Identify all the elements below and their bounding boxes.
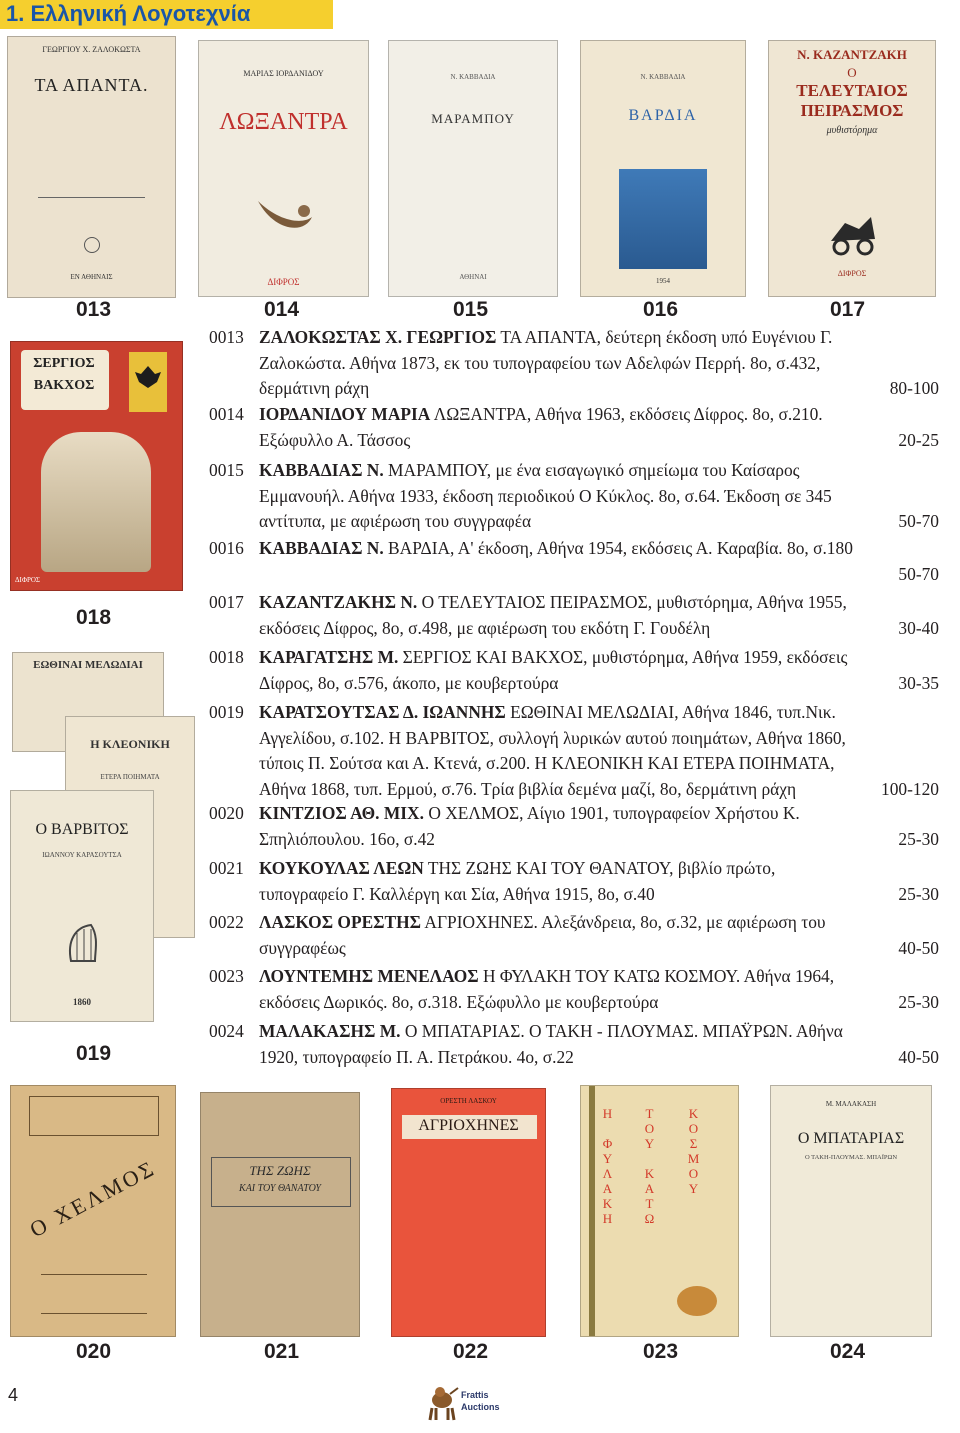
cover-018-title-2: ΒΑΚΧΟΣ — [33, 378, 95, 393]
page-number: 4 — [8, 1385, 19, 1405]
lot-author: ΚΟΥΚΟΥΛΑΣ ΛΕΩΝ — [259, 858, 424, 878]
lot-id: 0019 — [209, 702, 244, 722]
lot-text: εκδόσεις Δίφρος, 8ο, σ.498, με αφιέρωση του εκδότη Γ. Γουδέλη — [259, 617, 711, 638]
lot-line-2 — [259, 1045, 939, 1071]
lot-line-2 — [259, 827, 939, 853]
cover-013-place: ΕΝ ΑΘΗΝΑΙΣ — [70, 273, 113, 281]
lot-row — [209, 801, 939, 852]
lot-id: 0017 — [209, 592, 244, 612]
lot-line-1 — [259, 700, 939, 726]
lot-author: ΚΙΝΤΖΙΟΣ ΑΘ. ΜΙΧ. — [259, 803, 424, 823]
cover-024-author: Μ. ΜΑΛΑΚΑΣΗ — [825, 1100, 877, 1108]
lot-id: 0024 — [209, 1021, 244, 1041]
cover-018-title-1: ΣΕΡΓΙΟΣ — [33, 356, 95, 371]
lot-row — [209, 402, 939, 453]
lot-number-023: 023 — [643, 1340, 679, 1363]
cover-019-c-year: 1860 — [73, 997, 91, 1007]
lot-0018 — [209, 645, 939, 696]
cover-024 — [770, 1085, 932, 1337]
lot-line-4 — [259, 777, 939, 803]
lot-text: ΒΑΡΔΙΑ, Α' έκδοση, Αθήνα 1954, εκδόσεις Α. Καραβία. 8ο, σ.180 — [383, 538, 853, 558]
lot-text: Η ΦΥΛΑΚΗ ΤΟΥ ΚΑΤΩ ΚΟΣΜΟΥ. Αθήνα 1964, — [478, 966, 835, 986]
lot-price: 25-30 — [898, 883, 939, 904]
lot-text: ΜΑΡΑΜΠΟΥ, με ένα εισαγωγικό σημείωμα του Καίσαρος — [383, 460, 800, 480]
cover-013-emblem-icon — [84, 237, 100, 253]
lot-author: ΛΑΣΚΟΣ ΟΡΕΣΤΗΣ — [259, 912, 422, 932]
lot-text: Ο ΤΕΛΕΥΤΑΙΟΣ ΠΕΙΡΑΣΜΟΣ, μυθιστόρημα, Αθήνα 1955, — [417, 592, 847, 612]
cover-015-title: ΜΑΡΑΜΠΟΥ — [431, 111, 515, 126]
lot-text: ΤΑ ΑΠΑΝΤΑ, δεύτερη έκδοση υπό Ευγένιου Γ. — [496, 327, 833, 347]
cover-017-subtitle: μυθιστόρημα — [826, 125, 878, 136]
cover-016-title: ΒΑΡΔΙΑ — [628, 107, 698, 124]
cover-023-col-3: ΚΟΣΜΟΥ — [686, 1106, 701, 1196]
lot-line-3 — [259, 376, 939, 402]
lot-text: ΕΩΘΙΝΑΙ ΜΕΛΩΔΙΑΙ, Αθήνα 1846, τυπ.Νικ. — [505, 702, 836, 722]
cover-020 — [10, 1085, 176, 1337]
lot-number-020: 020 — [76, 1340, 112, 1363]
lot-row — [209, 700, 939, 802]
lot-line-1 — [259, 458, 939, 484]
lot-line-2 — [259, 882, 939, 908]
lot-text: αντίτυπα, με αφιέρωση του συγγραφέα — [259, 511, 532, 531]
lot-0014 — [209, 402, 939, 453]
lot-text: δερμάτινη ράχη — [259, 378, 370, 398]
auction-logo-icon — [424, 1378, 524, 1424]
lot-price: 30-40 — [898, 617, 939, 638]
lot-text: ΛΩΞΑΝΤΡΑ, Αθήνα 1963, εκδόσεις Δίφρος. 8ο, σ.210. — [430, 404, 823, 424]
cover-014-publisher: ΔΙΦΡΟΣ — [267, 277, 300, 287]
lot-line-3 — [259, 509, 939, 535]
cover-018-publisher: ΔΙΦΡΟΣ — [15, 576, 40, 584]
lot-0022 — [209, 910, 939, 961]
lot-row — [209, 910, 939, 961]
lot-line-1 — [259, 590, 939, 616]
lot-author: ΚΑΒΒΑΔΙΑΣ Ν. — [259, 460, 384, 480]
lot-price: 25-30 — [898, 991, 939, 1012]
lot-number-015: 015 — [453, 298, 489, 321]
lot-number-021: 021 — [264, 1340, 300, 1363]
cover-022-author: ΟΡΕΣΤΗ ΛΑΣΚΟΥ — [440, 1097, 497, 1105]
cover-013-author: ΓΕΩΡΓΙΟΥ Χ. ΖΑΛΟΚΩΣΤΑ — [42, 45, 141, 54]
lot-0019 — [209, 700, 939, 802]
cover-023-bamboo — [589, 1086, 595, 1337]
cornucopia-icon — [254, 191, 316, 239]
lot-author: ΚΑΒΒΑΔΙΑΣ Ν. — [259, 538, 384, 558]
lot-number-022: 022 — [453, 1340, 489, 1363]
lot-price: 20-25 — [898, 429, 939, 450]
lot-line-1 — [259, 402, 939, 428]
lot-line-2: Αγγελίδου, σ.102. Η ΒΑΡΒΙΤΟΣ, συλλογή λυρικών αυτού ποιημάτων, Αθήνα 1860, — [259, 727, 846, 748]
lot-id: 0018 — [209, 647, 244, 667]
lot-text: 1920, τυπογραφείο Π. Α. Πετράκου. 4ο, σ.22 — [259, 1046, 574, 1067]
lot-price: 80-100 — [889, 378, 939, 398]
lot-row — [209, 536, 939, 587]
chariot-icon — [825, 211, 881, 257]
section-title: 1. Ελληνική Λογοτεχνία — [6, 1, 251, 26]
logo-line-1: Frattis — [461, 1390, 489, 1400]
lot-text: Σπηλιόπουλου. 16ο, σ.42 — [259, 828, 436, 849]
lot-line-2 — [259, 616, 939, 642]
cover-015-author: Ν. ΚΑΒΒΑΔΙΑ — [450, 73, 496, 81]
lot-id: 0021 — [209, 858, 244, 878]
lot-row — [209, 856, 939, 907]
cover-015 — [388, 40, 558, 297]
lot-text: Ο ΜΠΑΤΑΡΙΑΣ. Ο ΤΑΚΗ - ΠΛΟΥΜΑΣ. ΜΠΑΫΡΩΝ. Αθήνα — [400, 1021, 843, 1041]
lot-price: 40-50 — [898, 1046, 939, 1067]
lot-0023 — [209, 964, 939, 1015]
cover-017-title-3: ΠΕΙΡΑΣΜΟΣ — [800, 101, 904, 120]
lot-row — [209, 325, 939, 402]
eagle-icon — [133, 362, 163, 392]
lot-row — [209, 458, 939, 535]
lot-line-1 — [259, 536, 939, 562]
lot-text: εκδόσεις Δωρικός. 8ο, σ.318. Εξώφυλλο με κουβερτούρα — [259, 991, 659, 1012]
lot-row — [209, 645, 939, 696]
lot-number-018: 018 — [76, 606, 112, 629]
lot-price: 40-50 — [898, 937, 939, 958]
lot-id: 0016 — [209, 538, 244, 558]
cover-019-a-title: ΕΩΘΙΝΑΙ ΜΕΛΩΔΙΑΙ — [33, 659, 143, 671]
lot-id: 0020 — [209, 803, 244, 823]
lot-number-016: 016 — [643, 298, 679, 321]
lot-0020 — [209, 801, 939, 852]
lot-line-1 — [259, 325, 939, 351]
lot-line-2 — [259, 671, 939, 697]
lot-line-2 — [259, 428, 939, 454]
lot-row — [209, 590, 939, 641]
cover-019-b-title: Η ΚΛΕΟΝΙΚΗ — [90, 737, 170, 751]
section-header — [0, 0, 333, 29]
lot-0015 — [209, 458, 939, 535]
lot-price: 50-70 — [898, 563, 939, 584]
cover-014 — [198, 40, 369, 297]
lot-line-1 — [259, 910, 939, 936]
logo-line-2: Auctions — [461, 1402, 500, 1412]
cover-016-author: Ν. ΚΑΒΒΑΔΙΑ — [640, 73, 686, 81]
cover-014-title: ΛΩΞΑΝΤΡΑ — [219, 109, 348, 135]
lot-line-2 — [259, 990, 939, 1016]
cover-017 — [768, 40, 936, 297]
cover-021-title-2: ΚΑΙ ΤΟΥ ΘΑΝΑΤΟΥ — [239, 1183, 321, 1194]
lot-author: ΚΑΡΑΤΣΟΥΤΣΑΣ Δ. ΙΩΑΝΝΗΣ — [259, 702, 506, 722]
lot-line-3: τύποις Π. Σούτσα και Α. Κτενά, σ.200. Η ΚΛΕΟΝΙΚΗ ΚΑΙ ΕΤΕΡΑ ΠΟΙΗΜΑΤΑ, — [259, 753, 835, 773]
lot-id: 0014 — [209, 404, 244, 424]
cover-017-author: Ν. ΚΑΖΑΝΤΖΑΚΗ — [797, 47, 907, 62]
lot-author: ΙΟΡΔΑΝΙΔΟΥ ΜΑΡΙΑ — [259, 404, 431, 424]
cover-023 — [580, 1085, 739, 1337]
lot-text: Δίφρος, 8ο, σ.576, άκοπο, με κουβερτούρα — [259, 672, 559, 693]
lot-0013 — [209, 325, 939, 402]
cover-017-title-1: Ο — [847, 65, 857, 80]
cover-013-title: ΤΑ ΑΠΑΝΤΑ. — [34, 75, 149, 95]
cover-016-illustration — [619, 169, 707, 269]
cover-023-illustration — [677, 1286, 717, 1316]
lot-id: 0015 — [209, 460, 244, 480]
lot-author: ΜΑΛΑΚΑΣΗΣ Μ. — [259, 1021, 401, 1041]
lot-number-014: 014 — [264, 298, 300, 321]
lot-text: ΣΕΡΓΙΟΣ ΚΑΙ ΒΑΚΧΟΣ, μυθιστόρημα, Αθήνα 1959, εκδόσεις — [398, 647, 848, 667]
cover-020-banner — [29, 1096, 159, 1136]
cover-013-rule — [38, 197, 145, 198]
lot-number-024: 024 — [830, 1340, 866, 1363]
cover-013 — [7, 36, 176, 298]
lot-0017 — [209, 590, 939, 641]
lot-id: 0022 — [209, 912, 244, 932]
lot-line-2: Ζαλοκώστα. Αθήνα 1873, εκ του τυπογραφείου των Αδελφών Περρή. 8ο, σ.432, — [259, 352, 821, 373]
lot-text: ΑΓΡΙΟΧΗΝΕΣ. Αλεξάνδρεια, 8ο, σ.32, με αφιέρωση του — [421, 912, 826, 932]
lot-line-2: Εμμανουήλ. Αθήνα 1933, έκδοση περιοδικού Ο Κύκλος. 8ο, σ.64. Έκδοση σε 345 — [259, 485, 832, 506]
lot-author: ΛΟΥΝΤΕΜΗΣ ΜΕΝΕΛΑΟΣ — [259, 966, 479, 986]
cover-023-col-2: ΤΟΥ ΚΑΤΩ — [642, 1106, 657, 1226]
lot-row — [209, 964, 939, 1015]
lot-row — [209, 1019, 939, 1070]
lot-number-019: 019 — [76, 1042, 112, 1065]
lot-text: Αθήνα 1868, τυπ. Ερμού, σ.76. Τρία βιβλία δεμένα μαζί, 8ο, δερμάτινη ράχη — [259, 778, 797, 799]
lot-author: ΖΑΛΟΚΩΣΤΑΣ Χ. ΓΕΩΡΓΙΟΣ — [259, 327, 497, 347]
lot-price: 100-120 — [881, 778, 939, 799]
lot-author: ΚΑΖΑΝΤΖΑΚΗΣ Ν. — [259, 592, 418, 612]
lot-id: 0023 — [209, 966, 244, 986]
cover-015-publisher: ΑΘΗΝΑΙ — [459, 273, 487, 281]
cover-022 — [391, 1088, 546, 1337]
cover-019-c — [10, 790, 154, 1022]
lot-text: Εξώφυλλο Α. Τάσσος — [259, 429, 411, 450]
cover-023-col-1: Η ΦΥΛΑΚΗ — [600, 1106, 615, 1226]
lot-text: ΤΗΣ ΖΩΗΣ ΚΑΙ ΤΟΥ ΘΑΝΑΤΟΥ, βιβλίο πρώτο, — [423, 858, 776, 878]
cover-017-title-2: ΤΕΛΕΥΤΑΙΟΣ — [796, 81, 908, 100]
lot-text: συγγραφέως — [259, 937, 346, 958]
lot-line-1 — [259, 856, 939, 882]
lot-id: 0013 — [209, 327, 244, 347]
cover-024-title: Ο ΜΠΑΤΑΡΙΑΣ — [797, 1130, 905, 1147]
lot-price: 30-35 — [898, 672, 939, 693]
cover-019-c-author: ΙΩΑΝΝΟΥ ΚΑΡΑΣΟΥΤΣΑ — [42, 851, 122, 859]
lot-price: 25-30 — [898, 828, 939, 849]
cover-021 — [200, 1092, 360, 1337]
cover-016 — [580, 40, 746, 297]
lot-0016 — [209, 536, 939, 587]
cover-018 — [10, 341, 183, 591]
cover-022-title: ΑΓΡΙΟΧΗΝΕΣ — [418, 1117, 519, 1134]
lot-number-013: 013 — [76, 298, 112, 321]
cover-019-b-sub: ΕΤΕΡΑ ΠΟΙΗΜΑΤΑ — [100, 773, 160, 781]
lot-price: 50-70 — [898, 511, 939, 531]
lot-text: τυπογραφείο Γ. Καλλέργη και Σία, Αθήνα 1915, 8ο, σ.40 — [259, 883, 655, 904]
lot-0021 — [209, 856, 939, 907]
lot-text: Ο ΧΕΛΜΟΣ, Αίγιο 1901, τυπογραφείον Χρήστου Κ. — [423, 803, 800, 823]
cover-018-figures — [41, 432, 151, 572]
cover-021-title-1: ΤΗΣ ΖΩΗΣ — [249, 1163, 311, 1178]
cover-019-c-title: Ο ΒΑΡΒΙΤΟΣ — [35, 821, 129, 838]
lot-line-2 — [259, 936, 939, 962]
lot-0024 — [209, 1019, 939, 1070]
lot-line-1 — [259, 801, 939, 827]
cover-020-footer — [41, 1274, 147, 1314]
cover-014-author: ΜΑΡΙΑΣ ΙΟΡΔΑΝΙΔΟΥ — [243, 69, 324, 78]
cover-020-title: Ο ΧΕΛΜΟΣ — [25, 1154, 160, 1243]
cover-024-sub: Ο ΤΑΚΗ-ΠΛΟΥΜΑΣ. ΜΠΑΪΡΩΝ — [804, 1154, 898, 1161]
lot-line-1 — [259, 964, 939, 990]
lot-author: ΚΑΡΑΓΑΤΣΗΣ Μ. — [259, 647, 399, 667]
lot-number-017: 017 — [830, 298, 866, 321]
cover-016-year: 1954 — [656, 277, 670, 285]
cover-017-publisher: ΔΙΦΡΟΣ — [837, 269, 867, 278]
lot-line-2 — [259, 562, 939, 588]
lot-line-1 — [259, 1019, 939, 1045]
harp-icon — [61, 921, 105, 965]
lot-line-1 — [259, 645, 939, 671]
